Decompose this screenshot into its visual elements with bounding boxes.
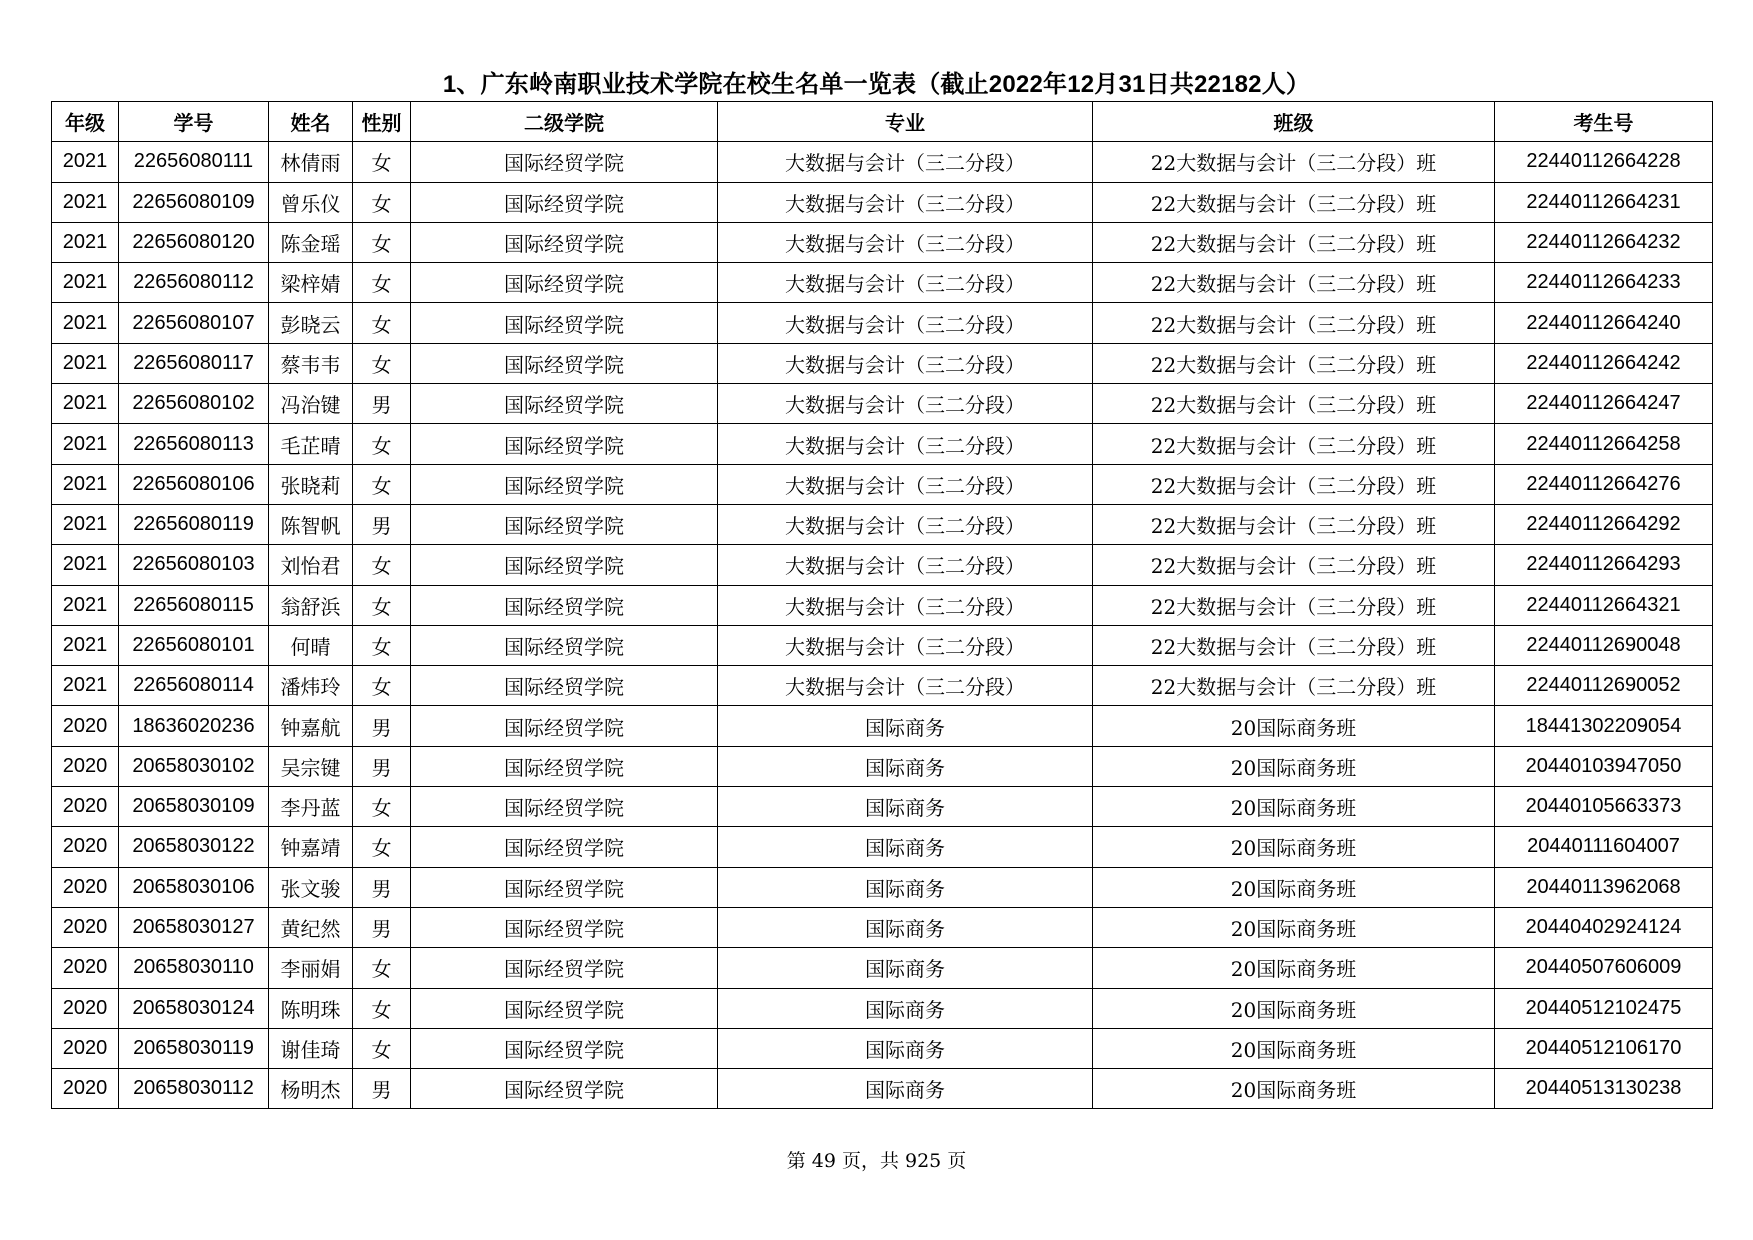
cell-grade: 2021 (52, 625, 119, 665)
cell-student-id: 22656080101 (119, 625, 269, 665)
table-row (52, 666, 1713, 706)
column-header-grade: 年级 (52, 102, 119, 142)
table-row (52, 867, 1713, 907)
cell-student-id: 20658030109 (119, 787, 269, 827)
cell-student-id: 22656080106 (119, 464, 269, 504)
cell-major: 国际商务 (718, 1069, 1093, 1109)
cell-gender: 女 (353, 424, 411, 464)
table-row (52, 1028, 1713, 1068)
cell-college: 国际经贸学院 (411, 827, 718, 867)
cell-gender: 女 (353, 303, 411, 343)
cell-college: 国际经贸学院 (411, 787, 718, 827)
table-row (52, 545, 1713, 585)
cell-major: 国际商务 (718, 907, 1093, 947)
cell-gender: 女 (353, 545, 411, 585)
cell-exam-number: 22440112690048 (1495, 625, 1713, 665)
column-header-student-id: 学号 (119, 102, 269, 142)
student-roster-table (51, 101, 1713, 1109)
table-row (52, 827, 1713, 867)
cell-name: 钟嘉航 (269, 706, 353, 746)
cell-class: 22大数据与会计（三二分段）班 (1093, 182, 1495, 222)
page-title: 1、广东岭南职业技术学院在校生名单一览表（截止2022年12月31日共22182人） (442, 71, 1311, 98)
cell-grade: 2020 (52, 746, 119, 786)
cell-college: 国际经贸学院 (411, 384, 718, 424)
cell-grade: 2020 (52, 827, 119, 867)
cell-student-id: 20658030106 (119, 867, 269, 907)
cell-student-id: 22656080115 (119, 585, 269, 625)
cell-gender: 男 (353, 706, 411, 746)
cell-gender: 女 (353, 787, 411, 827)
cell-student-id: 20658030110 (119, 948, 269, 988)
cell-exam-number: 22440112664242 (1495, 343, 1713, 383)
table-body (52, 142, 1713, 1109)
cell-exam-number: 20440111604007 (1495, 827, 1713, 867)
column-header-class: 班级 (1093, 102, 1495, 142)
cell-exam-number: 22440112664292 (1495, 504, 1713, 544)
table-row (52, 263, 1713, 303)
cell-name: 梁梓婧 (269, 263, 353, 303)
cell-student-id: 20658030122 (119, 827, 269, 867)
cell-grade: 2020 (52, 706, 119, 746)
cell-gender: 女 (353, 222, 411, 262)
cell-college: 国际经贸学院 (411, 666, 718, 706)
cell-class: 22大数据与会计（三二分段）班 (1093, 222, 1495, 262)
cell-name: 陈明珠 (269, 988, 353, 1028)
cell-name: 陈智帆 (269, 504, 353, 544)
cell-name: 刘怡君 (269, 545, 353, 585)
cell-gender: 女 (353, 182, 411, 222)
cell-college: 国际经贸学院 (411, 1028, 718, 1068)
cell-gender: 男 (353, 907, 411, 947)
cell-name: 翁舒浜 (269, 585, 353, 625)
cell-major: 国际商务 (718, 706, 1093, 746)
page-number: 第 49 页，共 925 页 (786, 1150, 967, 1172)
cell-college: 国际经贸学院 (411, 1069, 718, 1109)
cell-gender: 女 (353, 988, 411, 1028)
cell-grade: 2020 (52, 1028, 119, 1068)
cell-gender: 女 (353, 343, 411, 383)
cell-class: 20国际商务班 (1093, 1069, 1495, 1109)
column-header-exam-number: 考生号 (1495, 102, 1713, 142)
cell-gender: 男 (353, 867, 411, 907)
cell-college: 国际经贸学院 (411, 222, 718, 262)
column-header-college: 二级学院 (411, 102, 718, 142)
cell-major: 大数据与会计（三二分段） (718, 263, 1093, 303)
table-row (52, 343, 1713, 383)
cell-college: 国际经贸学院 (411, 504, 718, 544)
cell-exam-number: 20440512102475 (1495, 988, 1713, 1028)
cell-class: 22大数据与会计（三二分段）班 (1093, 666, 1495, 706)
cell-major: 大数据与会计（三二分段） (718, 384, 1093, 424)
cell-student-id: 22656080103 (119, 545, 269, 585)
cell-major: 国际商务 (718, 948, 1093, 988)
cell-class: 20国际商务班 (1093, 948, 1495, 988)
cell-student-id: 22656080102 (119, 384, 269, 424)
table-header (52, 102, 1713, 142)
cell-major: 大数据与会计（三二分段） (718, 666, 1093, 706)
cell-major: 大数据与会计（三二分段） (718, 464, 1093, 504)
cell-college: 国际经贸学院 (411, 343, 718, 383)
cell-major: 大数据与会计（三二分段） (718, 343, 1093, 383)
cell-exam-number: 22440112664231 (1495, 182, 1713, 222)
cell-name: 冯治键 (269, 384, 353, 424)
cell-student-id: 22656080113 (119, 424, 269, 464)
cell-grade: 2020 (52, 907, 119, 947)
cell-major: 大数据与会计（三二分段） (718, 545, 1093, 585)
cell-name: 林倩雨 (269, 142, 353, 182)
cell-college: 国际经贸学院 (411, 545, 718, 585)
table-row (52, 625, 1713, 665)
cell-class: 22大数据与会计（三二分段）班 (1093, 263, 1495, 303)
cell-grade: 2021 (52, 666, 119, 706)
cell-grade: 2021 (52, 545, 119, 585)
cell-gender: 女 (353, 263, 411, 303)
table-row (52, 706, 1713, 746)
cell-exam-number: 20440402924124 (1495, 907, 1713, 947)
cell-class: 20国际商务班 (1093, 867, 1495, 907)
cell-name: 李丽娟 (269, 948, 353, 988)
cell-grade: 2021 (52, 142, 119, 182)
cell-class: 20国际商务班 (1093, 1028, 1495, 1068)
cell-grade: 2020 (52, 988, 119, 1028)
cell-exam-number: 20440103947050 (1495, 746, 1713, 786)
cell-college: 国际经贸学院 (411, 142, 718, 182)
cell-student-id: 22656080119 (119, 504, 269, 544)
cell-grade: 2021 (52, 384, 119, 424)
cell-major: 国际商务 (718, 746, 1093, 786)
cell-student-id: 18636020236 (119, 706, 269, 746)
table-row (52, 907, 1713, 947)
cell-exam-number: 20440105663373 (1495, 787, 1713, 827)
cell-class: 22大数据与会计（三二分段）班 (1093, 504, 1495, 544)
table-row (52, 504, 1713, 544)
cell-exam-number: 22440112664228 (1495, 142, 1713, 182)
cell-gender: 女 (353, 948, 411, 988)
cell-name: 彭晓云 (269, 303, 353, 343)
cell-class: 22大数据与会计（三二分段）班 (1093, 625, 1495, 665)
cell-gender: 女 (353, 464, 411, 504)
cell-class: 22大数据与会计（三二分段）班 (1093, 585, 1495, 625)
cell-class: 20国际商务班 (1093, 746, 1495, 786)
cell-student-id: 22656080114 (119, 666, 269, 706)
cell-exam-number: 22440112664321 (1495, 585, 1713, 625)
cell-exam-number: 22440112664258 (1495, 424, 1713, 464)
cell-name: 黄纪然 (269, 907, 353, 947)
cell-grade: 2021 (52, 182, 119, 222)
table-row (52, 585, 1713, 625)
cell-name: 张晓莉 (269, 464, 353, 504)
cell-exam-number: 22440112664276 (1495, 464, 1713, 504)
cell-student-id: 22656080111 (119, 142, 269, 182)
cell-gender: 女 (353, 1028, 411, 1068)
cell-grade: 2021 (52, 464, 119, 504)
cell-college: 国际经贸学院 (411, 182, 718, 222)
cell-class: 22大数据与会计（三二分段）班 (1093, 303, 1495, 343)
cell-college: 国际经贸学院 (411, 746, 718, 786)
cell-grade: 2021 (52, 343, 119, 383)
cell-major: 大数据与会计（三二分段） (718, 142, 1093, 182)
cell-name: 陈金瑶 (269, 222, 353, 262)
cell-student-id: 20658030102 (119, 746, 269, 786)
cell-class: 22大数据与会计（三二分段）班 (1093, 142, 1495, 182)
cell-exam-number: 22440112664232 (1495, 222, 1713, 262)
cell-name: 毛芷晴 (269, 424, 353, 464)
cell-student-id: 22656080107 (119, 303, 269, 343)
cell-name: 李丹蓝 (269, 787, 353, 827)
cell-college: 国际经贸学院 (411, 907, 718, 947)
cell-student-id: 22656080120 (119, 222, 269, 262)
cell-college: 国际经贸学院 (411, 585, 718, 625)
cell-major: 大数据与会计（三二分段） (718, 222, 1093, 262)
cell-grade: 2021 (52, 222, 119, 262)
cell-name: 钟嘉靖 (269, 827, 353, 867)
cell-major: 大数据与会计（三二分段） (718, 504, 1093, 544)
cell-gender: 女 (353, 585, 411, 625)
cell-class: 22大数据与会计（三二分段）班 (1093, 384, 1495, 424)
cell-exam-number: 20440113962068 (1495, 867, 1713, 907)
cell-name: 谢佳琦 (269, 1028, 353, 1068)
cell-college: 国际经贸学院 (411, 706, 718, 746)
cell-grade: 2021 (52, 424, 119, 464)
cell-college: 国际经贸学院 (411, 988, 718, 1028)
cell-name: 曾乐仪 (269, 182, 353, 222)
cell-exam-number: 20440507606009 (1495, 948, 1713, 988)
cell-class: 20国际商务班 (1093, 706, 1495, 746)
cell-gender: 女 (353, 827, 411, 867)
table-row (52, 464, 1713, 504)
cell-grade: 2021 (52, 303, 119, 343)
table-row (52, 787, 1713, 827)
cell-college: 国际经贸学院 (411, 464, 718, 504)
cell-exam-number: 22440112690052 (1495, 666, 1713, 706)
cell-student-id: 22656080117 (119, 343, 269, 383)
cell-student-id: 20658030119 (119, 1028, 269, 1068)
table-row (52, 303, 1713, 343)
table-row (52, 424, 1713, 464)
cell-class: 22大数据与会计（三二分段）班 (1093, 464, 1495, 504)
cell-student-id: 20658030124 (119, 988, 269, 1028)
cell-student-id: 20658030112 (119, 1069, 269, 1109)
cell-major: 国际商务 (718, 988, 1093, 1028)
cell-class: 22大数据与会计（三二分段）班 (1093, 545, 1495, 585)
cell-grade: 2020 (52, 787, 119, 827)
table-row (52, 182, 1713, 222)
cell-major: 国际商务 (718, 827, 1093, 867)
cell-grade: 2021 (52, 263, 119, 303)
cell-grade: 2021 (52, 585, 119, 625)
cell-major: 大数据与会计（三二分段） (718, 303, 1093, 343)
cell-exam-number: 22440112664247 (1495, 384, 1713, 424)
cell-major: 大数据与会计（三二分段） (718, 424, 1093, 464)
table-row (52, 384, 1713, 424)
cell-college: 国际经贸学院 (411, 867, 718, 907)
cell-gender: 男 (353, 1069, 411, 1109)
cell-gender: 男 (353, 384, 411, 424)
cell-college: 国际经贸学院 (411, 948, 718, 988)
column-header-major: 专业 (718, 102, 1093, 142)
cell-exam-number: 22440112664293 (1495, 545, 1713, 585)
cell-grade: 2020 (52, 867, 119, 907)
cell-exam-number: 20440512106170 (1495, 1028, 1713, 1068)
cell-name: 蔡韦韦 (269, 343, 353, 383)
cell-gender: 女 (353, 142, 411, 182)
cell-name: 何晴 (269, 625, 353, 665)
header-row (52, 102, 1713, 142)
cell-grade: 2020 (52, 1069, 119, 1109)
cell-gender: 男 (353, 504, 411, 544)
cell-class: 20国际商务班 (1093, 988, 1495, 1028)
cell-class: 20国际商务班 (1093, 827, 1495, 867)
cell-major: 国际商务 (718, 867, 1093, 907)
table-row (52, 746, 1713, 786)
cell-grade: 2020 (52, 948, 119, 988)
cell-college: 国际经贸学院 (411, 424, 718, 464)
cell-exam-number: 22440112664240 (1495, 303, 1713, 343)
table-row (52, 988, 1713, 1028)
cell-college: 国际经贸学院 (411, 263, 718, 303)
cell-grade: 2021 (52, 504, 119, 544)
table-row (52, 222, 1713, 262)
cell-class: 20国际商务班 (1093, 787, 1495, 827)
cell-name: 潘炜玲 (269, 666, 353, 706)
cell-student-id: 20658030127 (119, 907, 269, 947)
cell-gender: 男 (353, 746, 411, 786)
cell-class: 22大数据与会计（三二分段）班 (1093, 343, 1495, 383)
cell-major: 大数据与会计（三二分段） (718, 585, 1093, 625)
cell-student-id: 22656080109 (119, 182, 269, 222)
cell-student-id: 22656080112 (119, 263, 269, 303)
column-header-gender: 性别 (353, 102, 411, 142)
cell-college: 国际经贸学院 (411, 625, 718, 665)
cell-major: 大数据与会计（三二分段） (718, 625, 1093, 665)
cell-name: 张文骏 (269, 867, 353, 907)
column-header-name: 姓名 (269, 102, 353, 142)
cell-major: 国际商务 (718, 1028, 1093, 1068)
table-row (52, 948, 1713, 988)
cell-exam-number: 18441302209054 (1495, 706, 1713, 746)
table-row (52, 142, 1713, 182)
cell-class: 22大数据与会计（三二分段）班 (1093, 424, 1495, 464)
cell-college: 国际经贸学院 (411, 303, 718, 343)
cell-gender: 女 (353, 625, 411, 665)
cell-name: 杨明杰 (269, 1069, 353, 1109)
cell-gender: 女 (353, 666, 411, 706)
cell-exam-number: 20440513130238 (1495, 1069, 1713, 1109)
cell-major: 国际商务 (718, 787, 1093, 827)
cell-major: 大数据与会计（三二分段） (718, 182, 1093, 222)
cell-class: 20国际商务班 (1093, 907, 1495, 947)
cell-exam-number: 22440112664233 (1495, 263, 1713, 303)
cell-name: 吴宗键 (269, 746, 353, 786)
table-row (52, 1069, 1713, 1109)
